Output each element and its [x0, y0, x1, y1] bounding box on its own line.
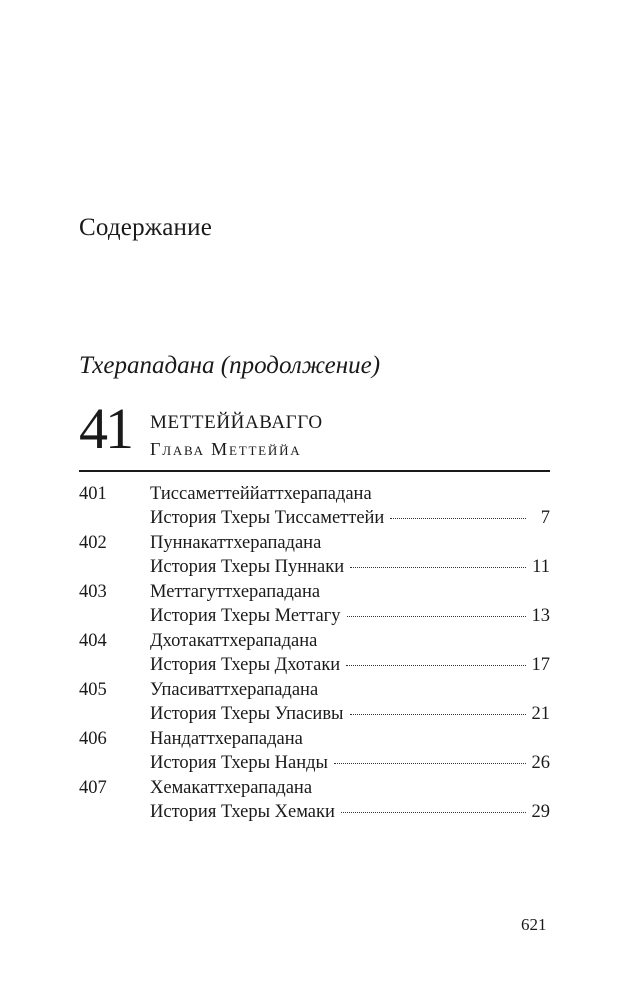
- entry-page: 7: [540, 508, 550, 528]
- entry-pali-title: Пуннакаттхерападана: [150, 533, 322, 553]
- toc-entry: [79, 582, 550, 631]
- toc-entry: [79, 533, 550, 582]
- entry-number: 402: [79, 533, 107, 553]
- entry-title: История Тхеры Меттагу: [150, 606, 341, 626]
- dot-leader: [334, 763, 526, 764]
- entry-title: История Тхеры Тиссаметтейи: [150, 508, 385, 528]
- toc-entry: [79, 729, 550, 778]
- entry-number: 406: [79, 729, 107, 749]
- chapter-number: 41: [79, 396, 131, 461]
- entry-page: 29: [531, 802, 550, 822]
- toc-entry: [79, 778, 550, 827]
- toc-entry: [79, 631, 550, 680]
- entry-pali-title: Дхотакаттхерападана: [150, 631, 318, 651]
- page-number: 621: [521, 915, 547, 934]
- entry-title: История Тхеры Пуннаки: [150, 557, 345, 577]
- entry-pali-title: Хемакаттхерападана: [150, 778, 313, 798]
- entry-pali-title: Упасиваттхерападана: [150, 680, 319, 700]
- entry-number: 405: [79, 680, 107, 700]
- entry-title: История Тхеры Упасивы: [150, 704, 344, 724]
- chapter-subtitle: Глава Меттеййа: [150, 439, 302, 459]
- entry-title: История Тхеры Дхотаки: [150, 655, 341, 675]
- entry-title: История Тхеры Нанды: [150, 753, 328, 773]
- dot-leader: [350, 714, 526, 715]
- section-title: Тхерападана (продолжение): [79, 352, 381, 379]
- entry-page: 11: [532, 557, 550, 577]
- dot-leader: [390, 518, 526, 519]
- dot-leader: [347, 616, 526, 617]
- toc-entries: [79, 484, 550, 827]
- entry-pali-title: Нандаттхерападана: [150, 729, 303, 749]
- entry-page: 17: [531, 655, 550, 675]
- chapter-title: МЕТТЕЙЙАВАГГО: [150, 412, 323, 433]
- entry-page: 21: [531, 704, 550, 724]
- toc-heading: Содержание: [79, 214, 212, 241]
- entry-page: 13: [531, 606, 550, 626]
- entry-number: 403: [79, 582, 107, 602]
- entry-page: 26: [531, 753, 550, 773]
- toc-entry: [79, 484, 550, 533]
- entry-pali-title: Тиссаметтеййаттхерападана: [150, 484, 372, 504]
- entry-number: 404: [79, 631, 107, 651]
- dot-leader: [350, 567, 526, 568]
- entry-title: История Тхеры Хемаки: [150, 802, 335, 822]
- entry-pali-title: Меттагуттхерападана: [150, 582, 321, 602]
- dot-leader: [346, 665, 525, 666]
- toc-entry: [79, 680, 550, 729]
- entry-number: 401: [79, 484, 107, 504]
- chapter-divider: [79, 470, 550, 472]
- dot-leader: [341, 812, 526, 813]
- entry-number: 407: [79, 778, 107, 798]
